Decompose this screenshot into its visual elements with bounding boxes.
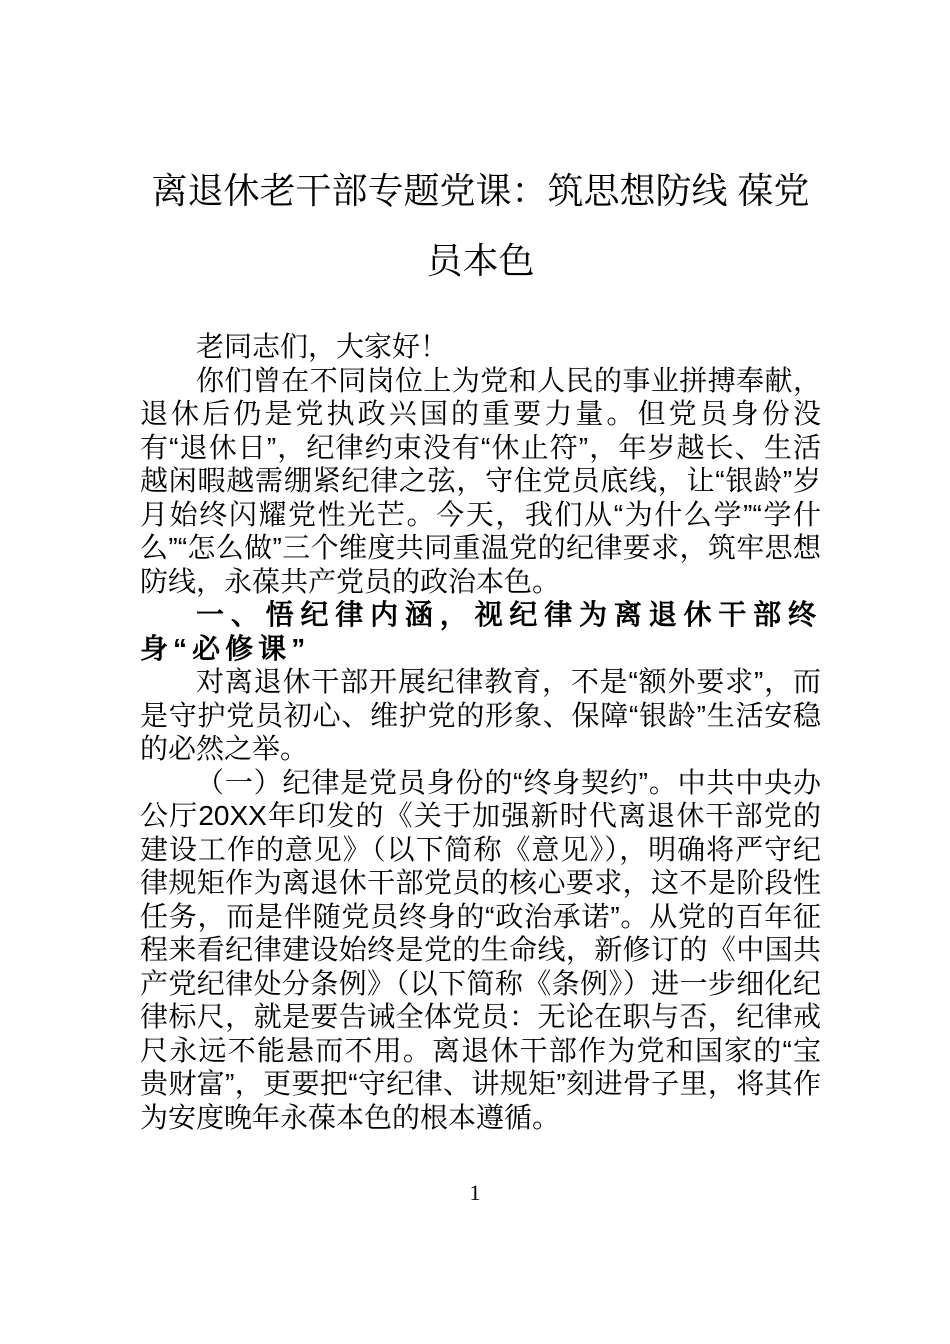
paragraph-section1-point1: （一）纪律是党员身份的“终身契约”。中共中央办公厅20XX年印发的《关于加强新时代离退休干部党的建设工作的意见》（以下简称《意见》），明确将严守纪律规矩作为离退休干部党员的核心要求，这不是阶段性任务，而是伴随党员终身的“政治承诺”。从党的百年征程来看纪律建设始终是党的生命线，新修订的《中国共产党纪律处分条例》（以下简称《条例》）进一步细化纪律标尺，就是要告诫全体党员：无论在职与否，纪律戒尺永远不能悬而不用。离退休干部作为党和国家的“宝贵财富”，更要把“守纪律、讲规矩”刻进骨子里，将其作为安度晚年永葆本色的根本遵循。 bbox=[140, 766, 821, 1133]
section-heading-1: 一、悟纪律内涵，视纪律为离退休干部终身“必修课” bbox=[140, 599, 821, 664]
document-title: 离退休老干部专题党课：筑思想防线 葆党员本色 bbox=[151, 170, 810, 281]
paragraph-greeting: 老同志们，大家好！ bbox=[196, 331, 449, 362]
paragraph-intro: 你们曾在不同岗位上为党和人民的事业拼搏奉献，退休后仍是党执政兴国的重要力量。但党员身份没有“退休日”，纪律约束没有“休止符”，年岁越长、生活越闲暇越需绷紧纪律之弦，守住党员底线，让“银龄”岁月始终闪耀党性光芒。今天，我们从“为什么学”“学什么”“怎么做”三个维度共同重温党的纪律要求，筑牢思想防线，永葆共产党员的政治本色。 bbox=[140, 364, 821, 597]
page-number: 1 bbox=[469, 1180, 481, 1205]
paragraph-section1-lead: 对离退休干部开展纪律教育，不是“额外要求”，而是守护党员初心、维护党的形象、保障“银龄”生活安稳的必然之举。 bbox=[140, 666, 821, 764]
